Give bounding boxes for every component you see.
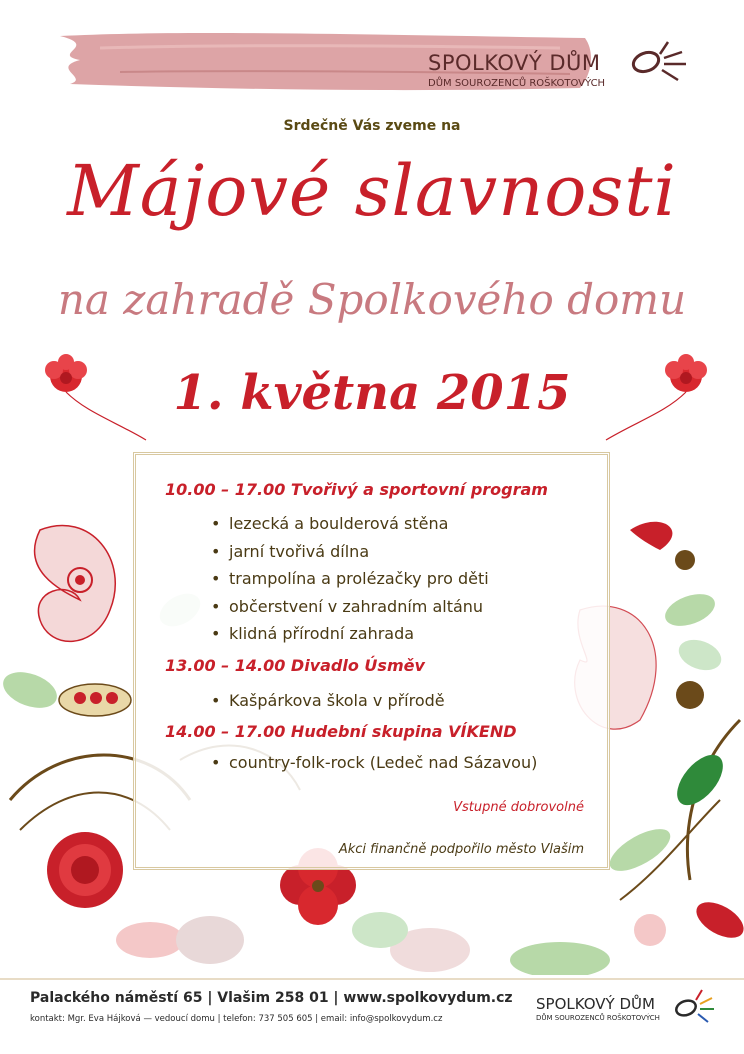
footer-logo-title: SPOLKOVÝ DŮM bbox=[536, 995, 655, 1013]
footer-divider bbox=[0, 978, 744, 980]
event-subtitle: na zahradě Spolkového domu bbox=[57, 275, 687, 324]
program-item: • Kašpárkova škola v přírodě bbox=[205, 687, 595, 714]
red-flower-right-icon bbox=[596, 352, 716, 442]
event-title: Májové slavnosti bbox=[67, 150, 677, 232]
support-note: Akci finančně podpořilo město Vlašim bbox=[338, 842, 584, 857]
program-slot-title: 14.00 – 17.00 Hudební skupina VÍKEND bbox=[165, 721, 517, 741]
program-list bbox=[165, 480, 595, 776]
logo-title: SPOLKOVÝ DŮM bbox=[428, 51, 601, 75]
program-item: • jarní tvořivá dílna bbox=[205, 538, 595, 566]
sun-logo-icon bbox=[628, 34, 690, 88]
program-item: • lezecká a boulderová stěna bbox=[205, 510, 595, 538]
program-slot-title: 13.00 – 14.00 Divadlo Úsměv bbox=[165, 655, 425, 675]
event-date: 1. května 2015 bbox=[173, 365, 571, 421]
footer-sun-logo-icon bbox=[672, 986, 716, 1026]
program-item: • trampolína a prolézačky pro děti bbox=[205, 565, 595, 593]
program-item: • klidná přírodní zahrada bbox=[205, 620, 595, 648]
red-flower-left-icon bbox=[36, 352, 156, 442]
program-item: • občerstvení v zahradním altánu bbox=[205, 593, 595, 621]
entry-note: Vstupné dobrovolné bbox=[453, 800, 584, 815]
footer-logo-subtitle: DŮM SOUROZENCŮ ROŠKOTOVÝCH bbox=[536, 1014, 660, 1022]
program-item: • country-folk-rock (Ledeč nad Sázavou) bbox=[205, 749, 595, 776]
footer-contact: kontakt: Mgr. Eva Hájková — vedoucí domu | telefon: 737 505 605 | email: info@spolkovydum.cz bbox=[30, 1014, 443, 1024]
logo-subtitle: DŮM SOUROZENCŮ ROŠKOTOVÝCH bbox=[428, 78, 606, 89]
footer-address: Palackého náměstí 65 | Vlašim 258 01 | www.spolkovydum.cz bbox=[30, 990, 513, 1006]
invitation-text: Srdečně Vás zveme na bbox=[283, 118, 461, 134]
program-slot-title: 10.00 – 17.00 Tvořivý a sportovní program bbox=[165, 480, 548, 499]
